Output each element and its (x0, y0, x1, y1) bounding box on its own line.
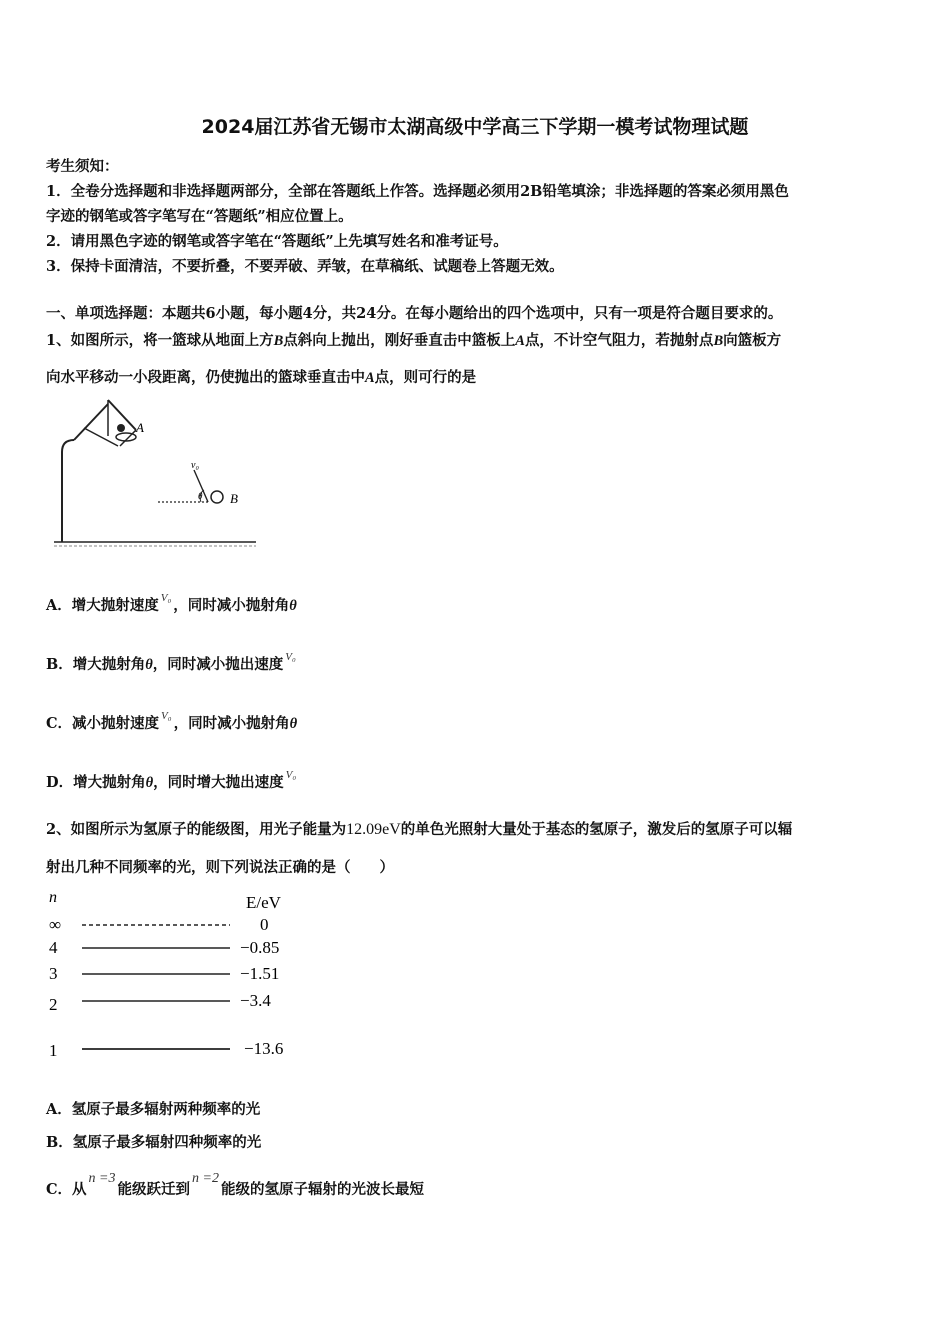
level-n-1: 1 (49, 1041, 58, 1060)
notice-heading: 考生须知： (46, 158, 119, 175)
level-e-inf: 0 (260, 915, 269, 934)
label-B: B (230, 491, 238, 506)
q2-option-b[interactable]: B．氢原子最多辐射四种频率的光 (46, 1134, 262, 1151)
q1-option-c[interactable]: C．减小抛射速度 $^{V_0}$ ，同时减小抛射角θ (46, 710, 298, 732)
level-e-2: −3.4 (240, 991, 271, 1010)
energy-axis-label: E/eV (246, 893, 281, 912)
label-v0: v₀ (191, 460, 199, 471)
basketball-figure (48, 392, 263, 552)
energy-level-diagram (40, 886, 310, 1066)
level-n-3: 3 (49, 964, 58, 983)
q1-stem-line1: 1、如图所示，将一篮球从地面上方B点斜向上抛出，刚好垂直击中篮板上A点，不计空气阻力，若抛射点B向篮板方 (46, 332, 782, 349)
level-n-2: 2 (49, 995, 58, 1014)
level-e-4: −0.85 (240, 938, 280, 957)
level-e-1: −13.6 (244, 1039, 284, 1058)
n-axis-label: n (49, 889, 57, 906)
notice-item-1: 1．全卷分选择题和非选择题两部分，全部在答题纸上作答。选择题必须用2B铅笔填涂；非选择题的答案必须用黑色 (46, 183, 789, 200)
q2-stem-line2: 射出几种不同频率的光，则下列说法正确的是（ ） (46, 859, 394, 876)
q1-stem-line2: 向水平移动一小段距离，仍使抛出的篮球垂直击中A点，则可行的是 (46, 369, 477, 386)
notice-item-3: 3．保持卡面清洁，不要折叠，不要弄破、弄皱，在草稿纸、试题卷上答题无效。 (46, 258, 564, 275)
notice-item-2: 2．请用黑色字迹的钢笔或答字笔在“答题纸”上先填写姓名和准考证号。 (46, 233, 508, 250)
notice-item-1-cont: 字迹的钢笔或答字笔写在“答题纸”相应位置上。 (46, 208, 353, 225)
q2-option-c[interactable]: C．从n =3能级跃迁到n =2能级的氢原子辐射的光波长最短 (46, 1171, 424, 1198)
label-A: A (136, 420, 144, 435)
q2-option-a[interactable]: A．氢原子最多辐射两种频率的光 (46, 1101, 261, 1118)
level-e-3: −1.51 (240, 964, 280, 983)
label-theta: θ (198, 491, 203, 501)
level-n-4: 4 (49, 938, 58, 957)
page-title: 2024届江苏省无锡市太湖高级中学高三下学期一模考试物理试题 (201, 116, 749, 138)
q1-option-b[interactable]: B．增大抛射角θ，同时减小抛出速度 $^{V_0}$ (46, 651, 296, 673)
section-heading: 一、单项选择题：本题共6小题，每小题4分，共24分。在每小题给出的四个选项中，只有一项是符合题目要求的。 (46, 305, 783, 322)
q2-stem-line1: 2、如图所示为氢原子的能级图，用光子能量为12.09eV的单色光照射大量处于基态的氢原子，激发后的氢原子可以辐 (46, 821, 793, 838)
q1-option-a[interactable]: A．增大抛射速度 $^{V_0}$ ，同时减小抛射角θ (46, 592, 297, 614)
q1-option-d[interactable]: D．增大抛射角θ，同时增大抛出速度 $^{V_0}$ (46, 769, 297, 791)
level-n-inf: ∞ (49, 915, 62, 934)
